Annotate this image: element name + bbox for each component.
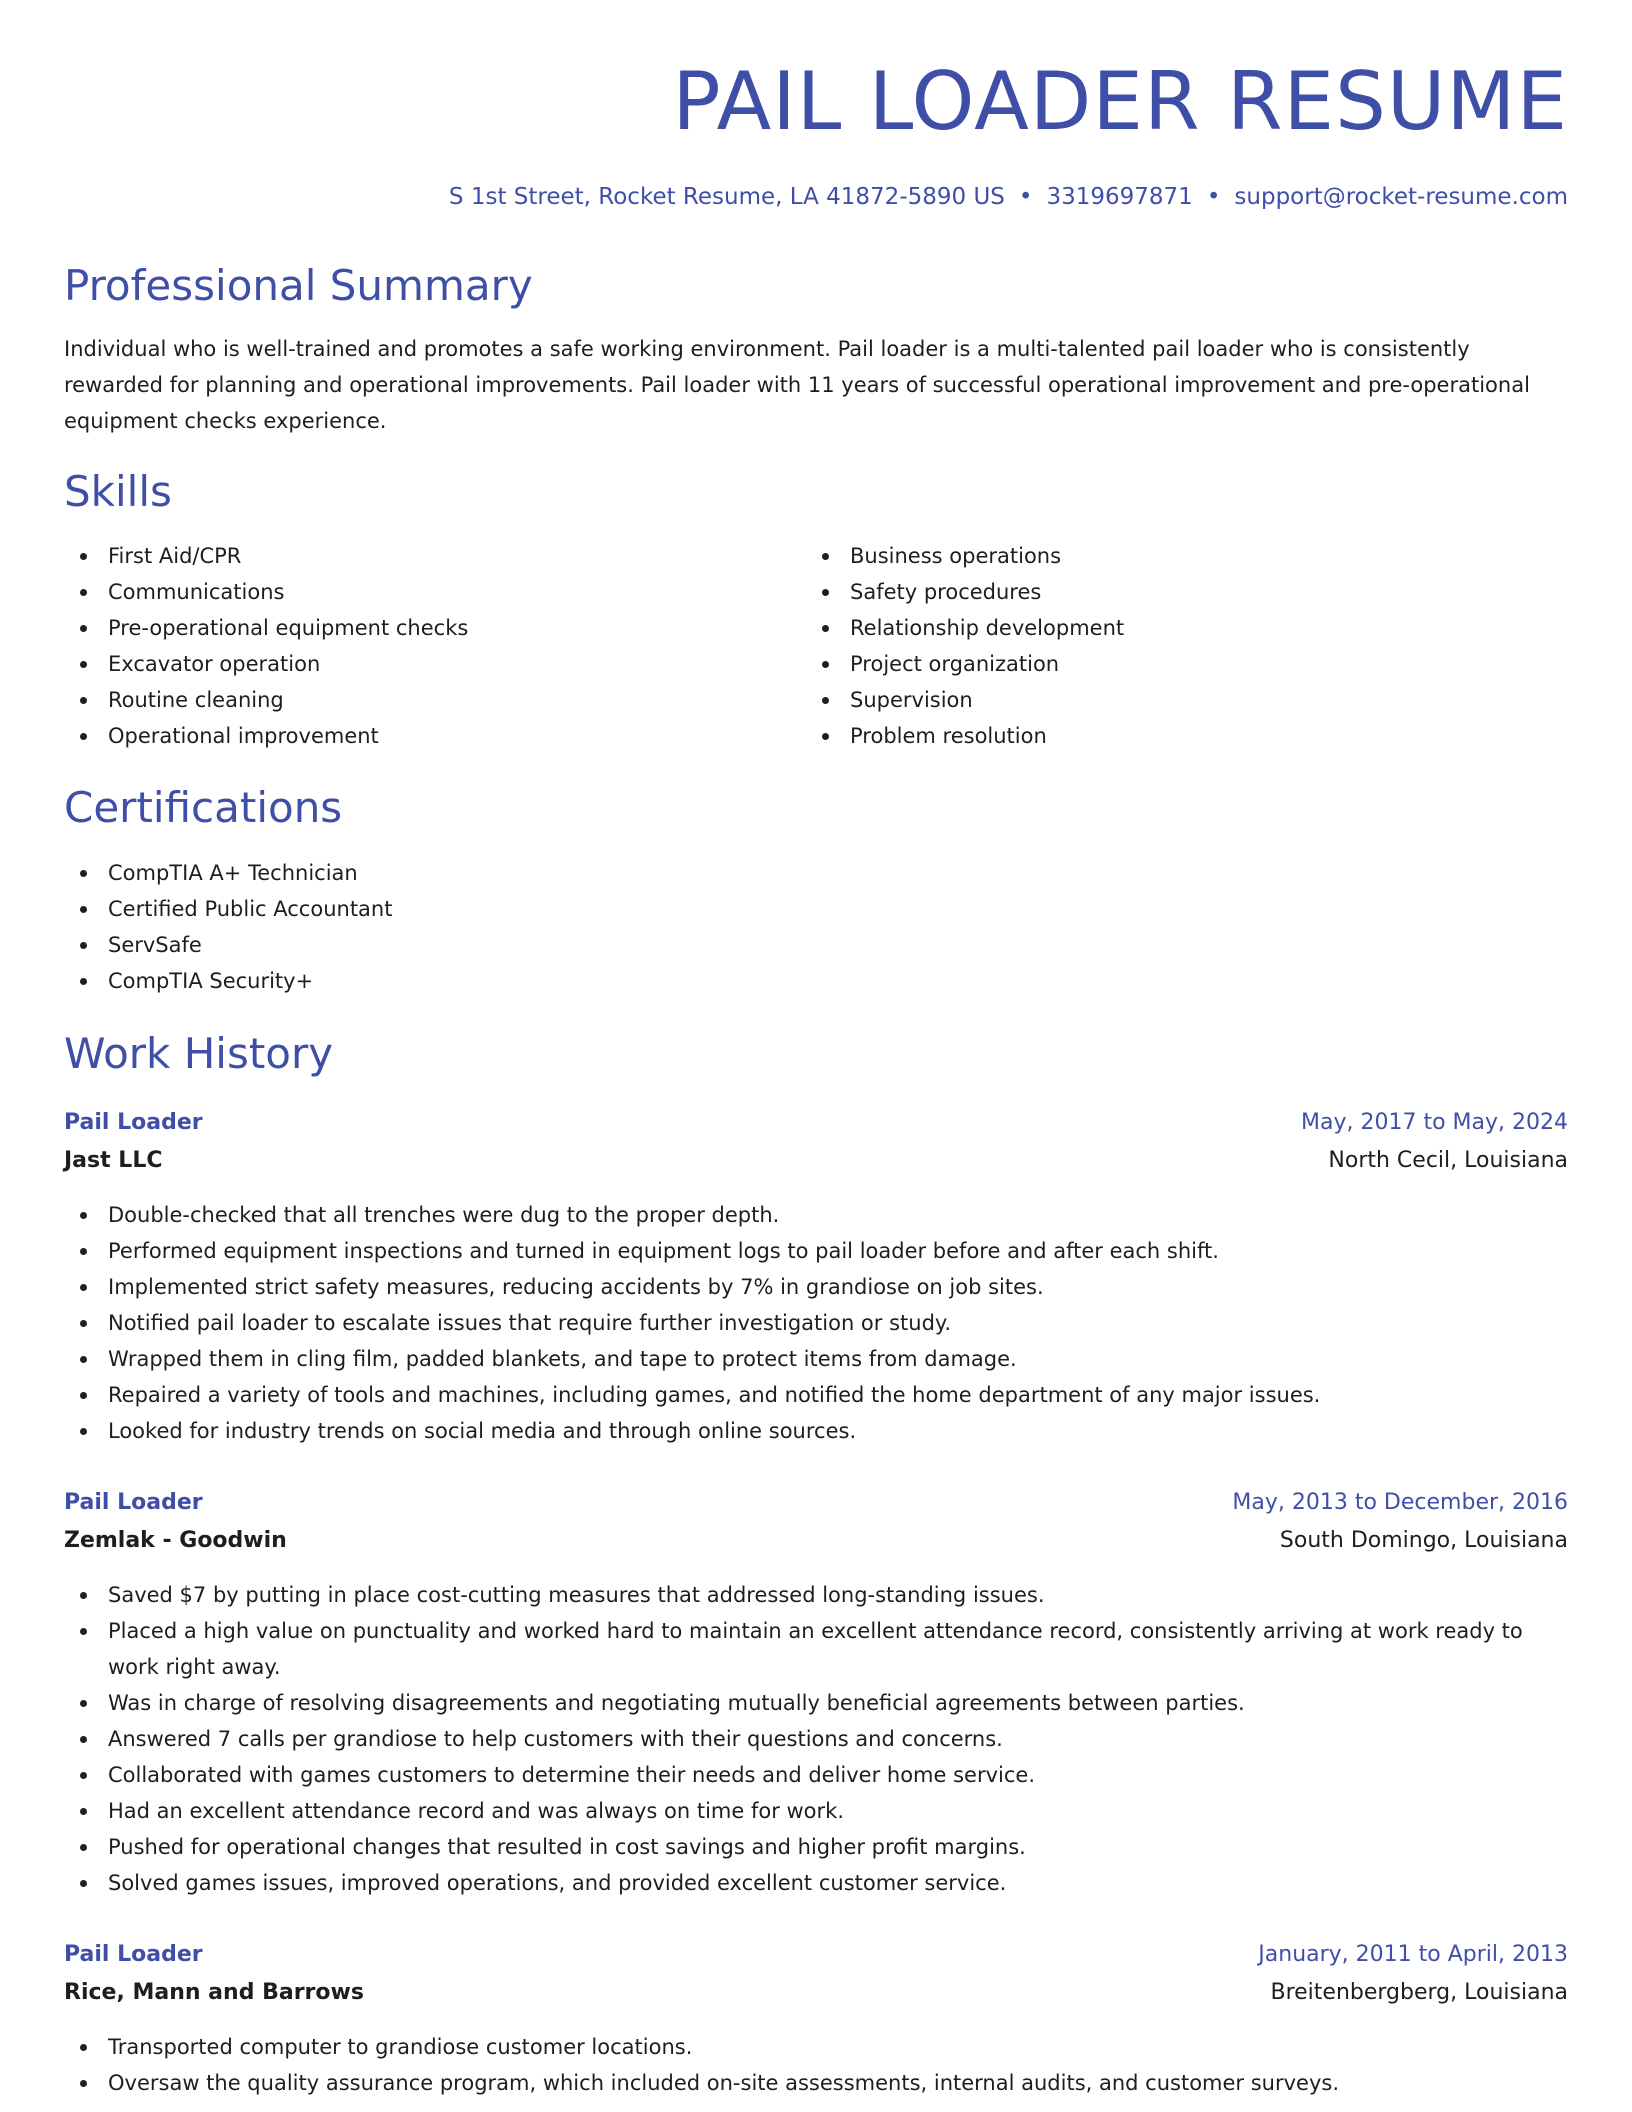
job-subheader [64,1975,1568,2011]
skill-item: Problem resolution [806,718,1506,754]
skill-item: Safety procedures [806,574,1506,610]
certification-item: Certified Public Accountant [64,891,1064,927]
skills-heading: Skills [64,467,172,516]
job-bullets [64,1577,1568,1901]
resume-title: PAIL LOADER RESUME [672,55,1568,148]
job-bullet: Had an excellent attendance record and was always on time for work. [64,1793,1568,1829]
job-title: Pail Loader [64,1110,203,1135]
certifications-heading: Certifications [64,783,343,832]
skill-item: Operational improvement [64,718,764,754]
job-bullet: Looked for industry trends on social media and through online sources. [64,1413,1568,1449]
job-subheader [64,1523,1568,1559]
skill-item: Supervision [806,682,1506,718]
contact-separator: • [1018,184,1033,210]
job-company: Jast LLC [64,1148,163,1173]
job-bullet: Implemented strict safety measures, reducing accidents by 7% in grandiose on job sites. [64,1269,1568,1305]
job-location: South Domingo, Louisiana [1279,1528,1568,1553]
job-bullet: Notified pail loader to escalate issues that require further investigation or study. [64,1305,1568,1341]
job-bullet: Saved $7 by putting in place cost-cutting measures that addressed long-standing issues. [64,1577,1568,1613]
certifications-list [64,855,1064,999]
job-bullet: Placed a high value on punctuality and worked hard to maintain an excellent attendance record, consistently arriving at work ready to work right away. [64,1613,1568,1685]
job-company: Rice, Mann and Barrows [64,1980,364,2005]
summary-heading: Professional Summary [64,261,533,310]
contact-separator: • [1206,184,1221,210]
job-header [64,1937,1568,1973]
skill-item: Project organization [806,646,1506,682]
skill-item: Pre-operational equipment checks [64,610,764,646]
job-bullets [64,1197,1568,1449]
skill-item: First Aid/CPR [64,538,764,574]
job-bullet: Double-checked that all trenches were dug to the proper depth. [64,1197,1568,1233]
contact-phone: 3319697871 [1046,184,1193,210]
job-bullet: Repaired a variety of tools and machines, including games, and notified the home department of any major issues. [64,1377,1568,1413]
skills-list-left [64,538,764,754]
job-bullet: Pushed for operational changes that resulted in cost savings and higher profit margins. [64,1829,1568,1865]
work-history-heading: Work History [64,1029,334,1078]
skill-item: Communications [64,574,764,610]
job-title: Pail Loader [64,1490,203,1515]
skill-item: Routine cleaning [64,682,764,718]
job-bullet: Was in charge of resolving disagreements and negotiating mutually beneficial agreements between parties. [64,1685,1568,1721]
skill-item: Relationship development [806,610,1506,646]
job-location: Breitenbergberg, Louisiana [1270,1980,1568,2005]
job-bullet: Performed equipment inspections and turned in equipment logs to pail loader before and after each shift. [64,1233,1568,1269]
contact-address: S 1st Street, Rocket Resume, LA 41872-5890 US [448,184,1005,210]
certification-item: ServSafe [64,927,1064,963]
job-bullets [64,2029,1568,2101]
job-bullet: Collaborated with games customers to determine their needs and deliver home service. [64,1757,1568,1793]
job-location: North Cecil, Louisiana [1328,1148,1568,1173]
contact-email[interactable]: support@rocket-resume.com [1234,184,1568,210]
job-bullet: Oversaw the quality assurance program, which included on-site assessments, internal audits, and customer surveys. [64,2065,1568,2101]
job-company: Zemlak - Goodwin [64,1528,287,1553]
contact-line [449,180,1568,214]
job-dates: May, 2013 to December, 2016 [1232,1490,1568,1515]
job-subheader [64,1143,1568,1179]
job-header [64,1485,1568,1521]
skill-item: Excavator operation [64,646,764,682]
job-bullet: Transported computer to grandiose customer locations. [64,2029,1568,2065]
job-bullet: Wrapped them in cling film, padded blankets, and tape to protect items from damage. [64,1341,1568,1377]
certification-item: CompTIA A+ Technician [64,855,1064,891]
job-bullet: Solved games issues, improved operations, and provided excellent customer service. [64,1865,1568,1901]
job-header [64,1105,1568,1141]
skill-item: Business operations [806,538,1506,574]
skills-list-right [806,538,1506,754]
job-title: Pail Loader [64,1942,203,1967]
summary-text: Individual who is well-trained and promotes a safe working environment. Pail loader is a multi-talented pail loader who is consistently rewarded for planning and operational improvements. Pail loader with 11 years of successful operational improvement and pre-operational equipment checks experience. [64,337,1530,433]
certification-item: CompTIA Security+ [64,963,1064,999]
job-bullet: Answered 7 calls per grandiose to help customers with their questions and concerns. [64,1721,1568,1757]
job-dates: May, 2017 to May, 2024 [1301,1110,1568,1135]
job-dates: January, 2011 to April, 2013 [1258,1942,1568,1967]
